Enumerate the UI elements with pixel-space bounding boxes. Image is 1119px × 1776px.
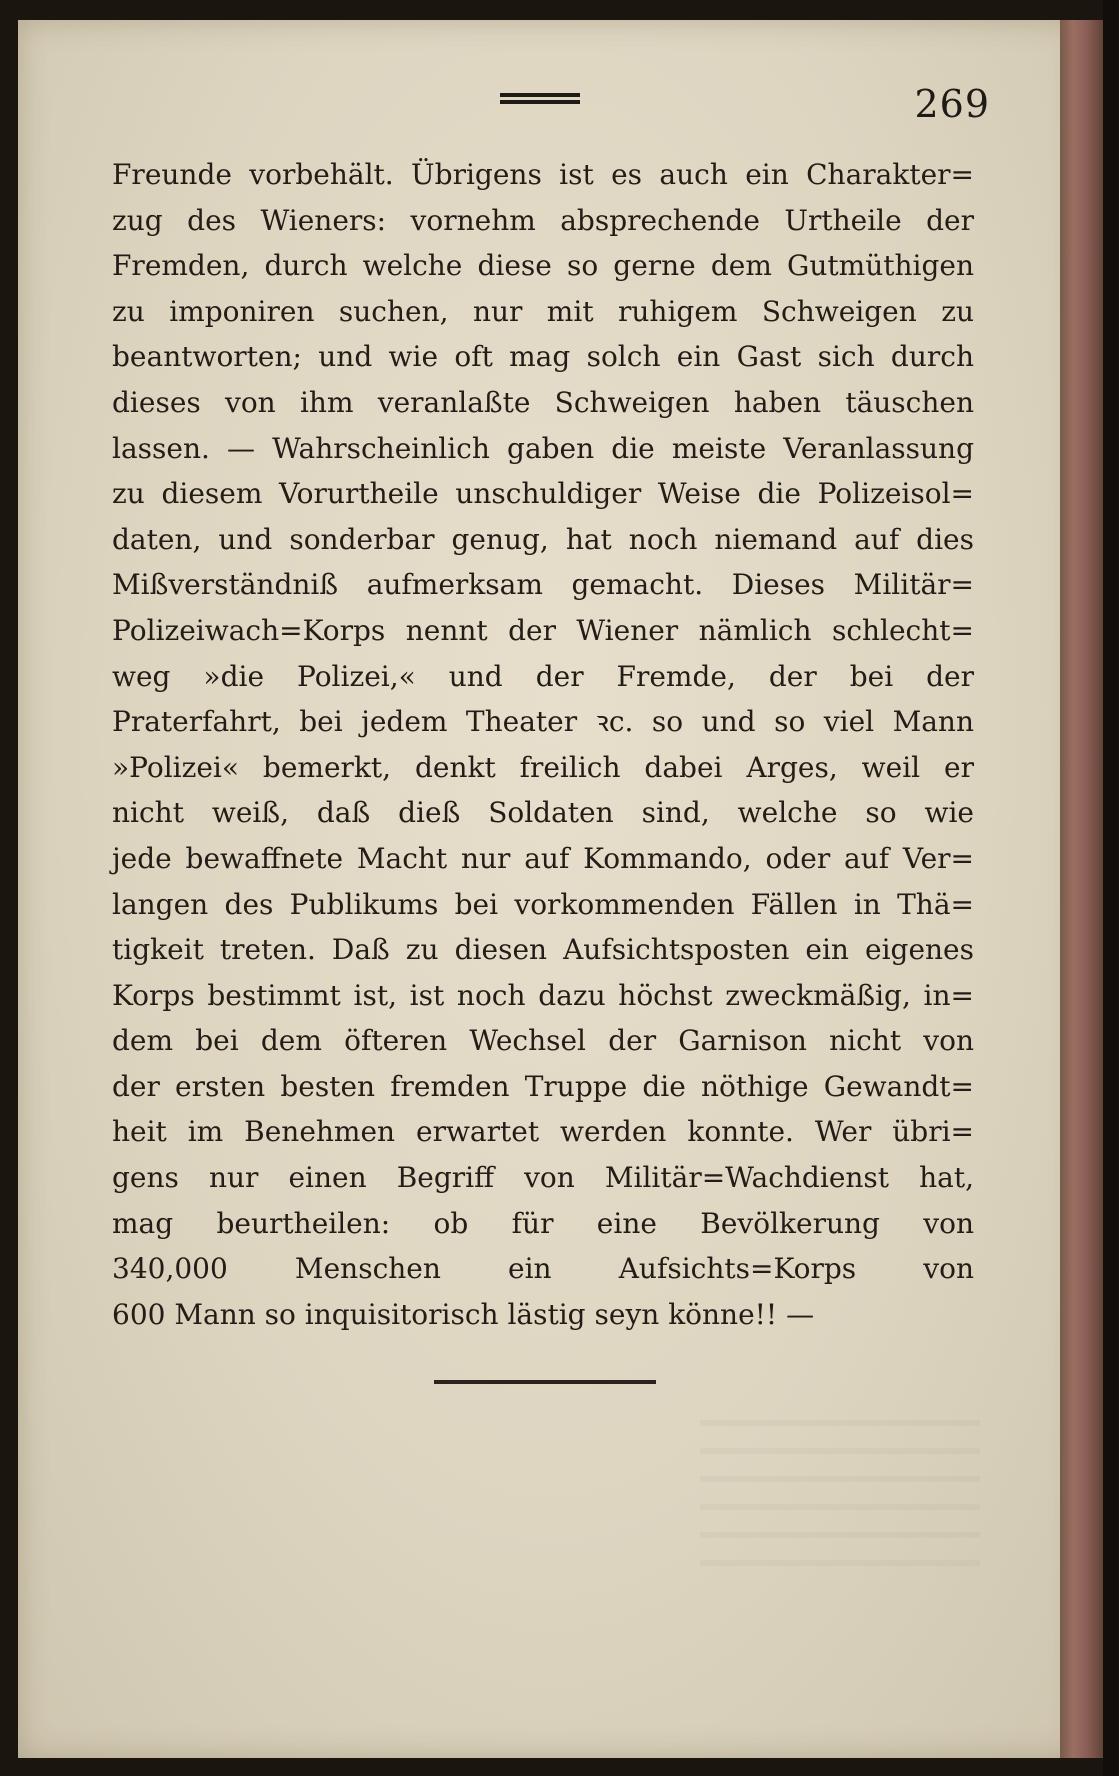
- text-line: der ersten besten fremden Truppe die nöthige Gewandt=: [112, 1069, 974, 1103]
- text-line: beantworten; und wie oft mag solch ein Gast sich durch: [112, 340, 974, 374]
- text-line: mag beurtheilen: ob für eine Bevölkerung von: [112, 1206, 974, 1240]
- text-line: Freunde vorbehält. Übrigens ist es auch ein Charakter=: [112, 158, 974, 191]
- text-line: Polizeiwach=Korps nennt der Wiener nämlich schlecht=: [112, 613, 974, 647]
- text-line: Praterfahrt, bei jedem Theater ꝛc. so und so viel Mann: [112, 705, 974, 739]
- text-line: jede bewaffnete Macht nur auf Kommando, oder auf Ver=: [112, 841, 974, 875]
- text-line: dieses von ihm veranlaßte Schweigen haben täuschen: [112, 385, 974, 419]
- end-rule: [434, 1380, 656, 1384]
- scan-border: [1103, 0, 1119, 1776]
- header-rule: [500, 93, 580, 105]
- text-line: lassen. — Wahrscheinlich gaben die meiste Veranlassung: [112, 431, 974, 465]
- text-line: »Polizei« bemerkt, denkt freilich dabei Arges, weil er: [112, 750, 974, 784]
- text-line: Mißverständniß aufmerksam gemacht. Dieses Militär=: [112, 568, 974, 602]
- text-line: 600 Mann so inquisitorisch lästig seyn könne!! —: [112, 1297, 815, 1331]
- text-line: Korps bestimmt ist, ist noch dazu höchst zweckmäßig, in=: [112, 978, 974, 1012]
- text-line: zu diesem Vorurtheile unschuldiger Weise die Polizeisol=: [112, 477, 974, 511]
- page-number: 269: [914, 82, 990, 126]
- text-line: dem bei dem öfteren Wechsel der Garnison nicht von: [112, 1024, 974, 1058]
- text-line: langen des Publikums bei vorkommenden Fällen in Thä=: [112, 887, 974, 921]
- text-line: daten, und sonderbar genug, hat noch niemand auf dies: [112, 522, 974, 556]
- body-text: [112, 152, 974, 1337]
- text-line: nicht weiß, daß dieß Soldaten sind, welche so wie: [112, 796, 974, 830]
- text-line: Fremden, durch welche diese so gerne dem Gutmüthigen: [112, 249, 974, 283]
- text-line: 340,000 Menschen ein Aufsichts=Korps von: [112, 1252, 974, 1286]
- text-line: heit im Benehmen erwartet werden konnte. Wer übri=: [112, 1115, 974, 1149]
- text-line: gens nur einen Begriff von Militär=Wachdienst hat,: [112, 1161, 974, 1195]
- book-edge: [1060, 20, 1105, 1758]
- bleed-through-text: [700, 1420, 980, 1580]
- text-line: weg »die Polizei,« und der Fremde, der bei der: [112, 659, 974, 693]
- text-line: zu imponiren suchen, nur mit ruhigem Schweigen zu: [112, 294, 974, 328]
- text-line: zug des Wieners: vornehm absprechende Urtheile der: [112, 203, 974, 237]
- text-line: tigkeit treten. Daß zu diesen Aufsichtsposten ein eigenes: [112, 933, 974, 967]
